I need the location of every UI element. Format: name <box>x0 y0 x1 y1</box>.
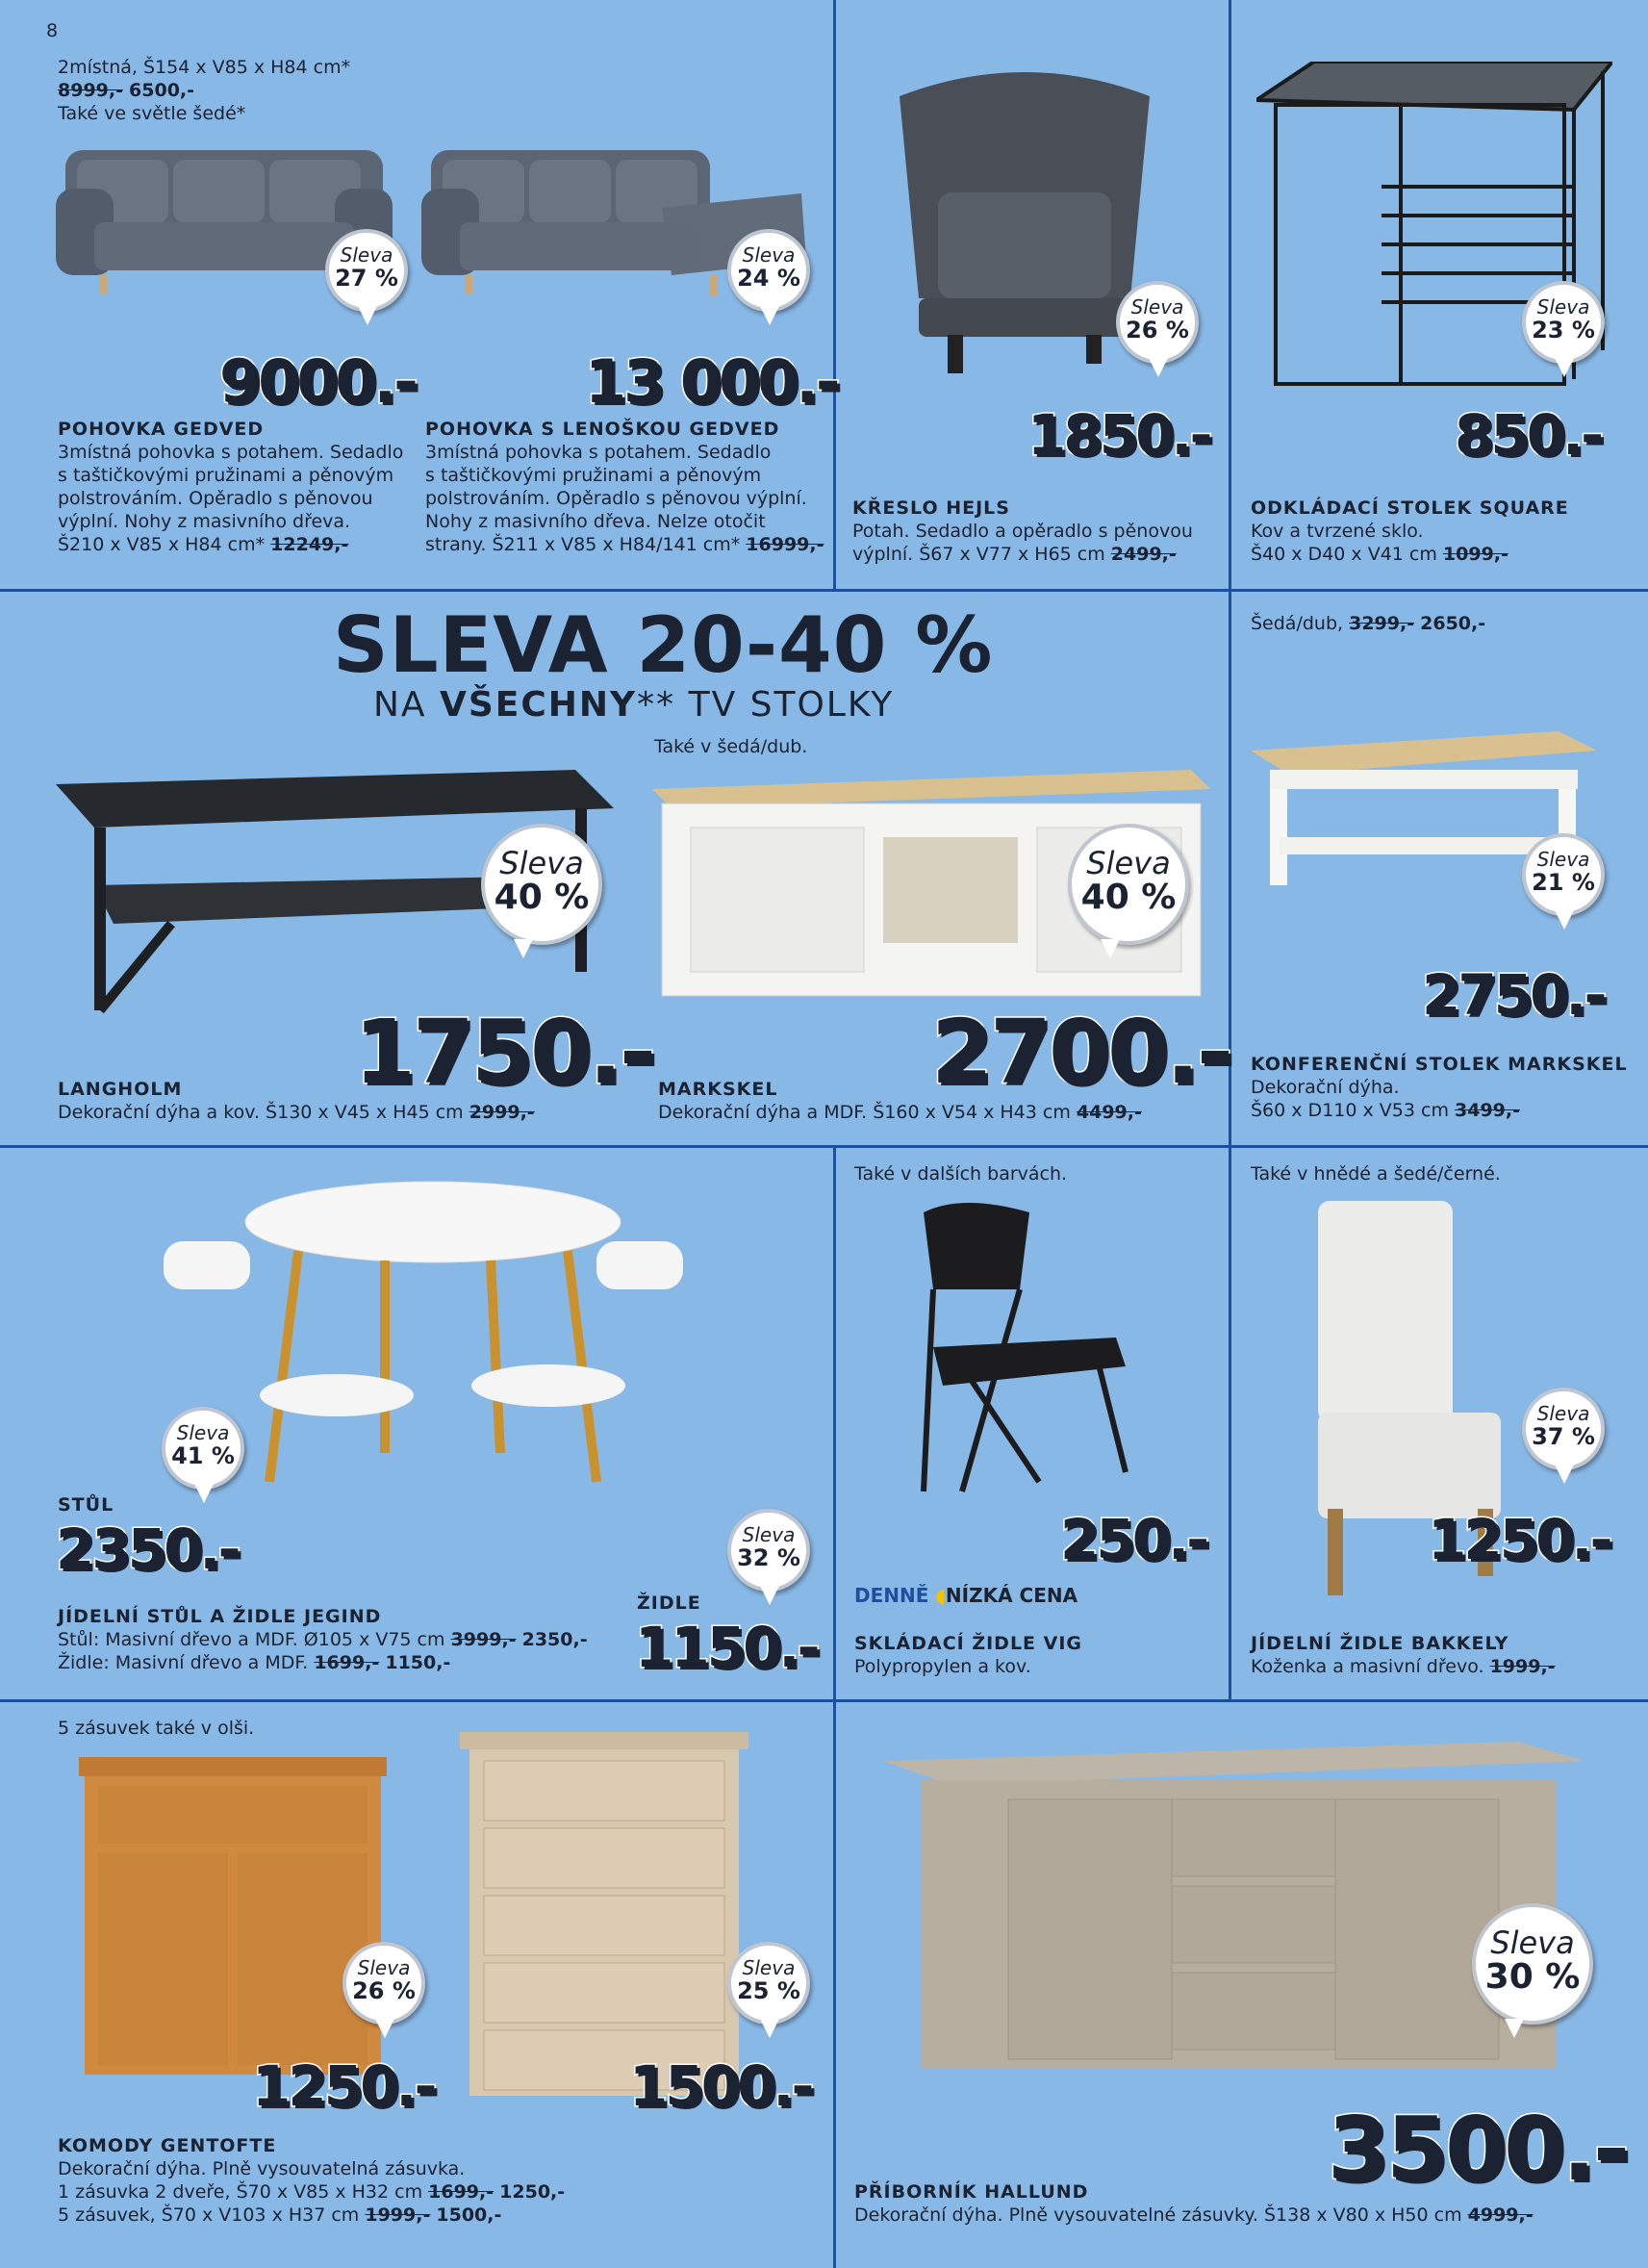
dresser-small-image <box>79 1757 396 2084</box>
old-price: 1699,- <box>428 2181 494 2203</box>
old-price: 16999,- <box>746 534 824 555</box>
markskel-tv-name: MARKSKEL <box>658 1079 778 1100</box>
promo-subhead: NA VŠECHNY** TV STOLKY <box>373 685 895 725</box>
sofa-desc-2: s taštičkovými pružinami a pěnovým <box>58 465 394 486</box>
sofa-dims: Š210 x V85 x H84 cm* 12249,- <box>58 534 349 555</box>
old-price: 3499,- <box>1455 1100 1520 1121</box>
discount-badge: Sleva 30 % <box>1472 1903 1593 2025</box>
corner-sofa-desc-2: s taštičkovými pružinami a pěnovým <box>425 465 762 486</box>
dining-line-1: Stůl: Masivní dřevo a MDF. Ø105 x V75 cm 3999,- 2350,- <box>58 1629 588 1650</box>
dresser-tall-price: 1500.- <box>629 2053 812 2119</box>
old-price: 8999,- <box>58 80 123 101</box>
corner-sofa-desc-4: Nohy z masivního dřeva. Nelze otočit <box>425 511 766 532</box>
sofa-price: 9000.- <box>219 346 416 417</box>
folding-chair-image <box>904 1193 1135 1501</box>
dining-line-2: Židle: Masivní dřevo a MDF. 1699,- 1150,- <box>58 1652 451 1673</box>
discount-badge: Sleva 25 % <box>727 1942 810 2025</box>
page-number: 8 <box>46 20 59 41</box>
discount-badge: Sleva 40 % <box>481 824 602 945</box>
promo-headline: SLEVA 20-40 % <box>333 600 994 690</box>
sofa-variant-color: Také ve světle šedé* <box>58 103 246 124</box>
bakkely-price: 1250.- <box>1428 1507 1610 1572</box>
dresser-small-price: 1250.- <box>252 2053 435 2119</box>
sofa-variant-price <box>58 79 194 102</box>
corner-sofa-desc-3: polstrováním. Opěradlo s pěnovou výplní. <box>425 488 807 509</box>
corner-sofa-price: 13 000.- <box>585 346 838 417</box>
dressers-desc: Dekorační dýha. Plně vysouvatelná zásuvka. <box>58 2158 466 2179</box>
coffee-table-variant: Šedá/dub, 3299,- 2650,- <box>1251 613 1486 634</box>
side-table-name: ODKLÁDACÍ STOLEK SQUARE <box>1251 497 1569 519</box>
old-price: 1999,- <box>1489 1656 1556 1677</box>
table-label: STŮL <box>58 1494 114 1516</box>
discount-badge: Sleva 23 % <box>1522 281 1605 364</box>
discount-badge: Sleva 26 % <box>342 1942 425 2025</box>
bakkely-also: Také v hnědé a šedé/černé. <box>1251 1163 1501 1185</box>
old-price: 1099,- <box>1442 544 1509 565</box>
side-table-dims: Š40 x D40 x V41 cm 1099,- <box>1251 544 1509 565</box>
low-price-logo: DENNĚ ◖NÍZKÁ CENA <box>854 1584 1078 1607</box>
sideboard-dims: Dekorační dýha. Plně vysouvatelné zásuvky. Š138 x V80 x H50 cm 4999,- <box>854 2204 1534 2226</box>
old-price: 2499,- <box>1110 544 1177 565</box>
divider <box>0 589 1648 592</box>
discount-badge: Sleva 32 % <box>727 1509 810 1592</box>
discount-badge: Sleva 27 % <box>325 229 408 312</box>
langholm-price: 1750.- <box>354 1001 654 1104</box>
divider <box>833 0 836 589</box>
coffee-table-desc: Dekorační dýha. <box>1251 1077 1400 1098</box>
sofa-desc-4: výplní. Nohy z masivního dřeva. <box>58 511 351 532</box>
langholm-name: LANGHOLM <box>58 1079 183 1100</box>
sofa-variant-dims: 2místná, Š154 x V85 x H84 cm* <box>58 57 351 78</box>
chair-price: 1150.- <box>635 1615 818 1680</box>
armchair-name: KŘESLO HEJLS <box>852 497 1010 519</box>
dressers-name: KOMODY GENTOFTE <box>58 2135 277 2156</box>
divider <box>833 1145 836 2268</box>
old-price: 12249,- <box>270 534 349 555</box>
dressers-line-1: 1 zásuvka 2 dveře, Š70 x V85 x H32 cm 1699,- 1250,- <box>58 2181 566 2203</box>
corner-sofa-dims: strany. Š211 x V85 x H84/141 cm* 16999,- <box>425 534 824 555</box>
old-price: 3299,- <box>1349 613 1415 634</box>
sofa-desc-3: polstrováním. Opěradlo s pěnovou <box>58 488 373 509</box>
discount-badge: Sleva 21 % <box>1522 833 1605 916</box>
bakkely-name: JÍDELNÍ ŽIDLE BAKKELY <box>1251 1633 1509 1654</box>
old-price: 4999,- <box>1467 2204 1534 2226</box>
old-price: 2999,- <box>469 1102 535 1123</box>
divider <box>0 1145 1648 1148</box>
sideboard-name: PŘÍBORNÍK HALLUND <box>854 2181 1089 2203</box>
discount-badge: Sleva 41 % <box>162 1407 244 1490</box>
sofa-name: POHOVKA GEDVED <box>58 419 265 440</box>
armchair-desc: Potah. Sedadlo a opěradlo s pěnovou <box>852 521 1193 542</box>
new-price: 6500,- <box>129 80 195 101</box>
bakkely-desc: Koženka a masivní dřevo. 1999,- <box>1251 1656 1556 1677</box>
divider <box>1229 0 1231 1699</box>
coffee-table-price: 2750.- <box>1422 962 1605 1028</box>
markskel-tv-price: 2700.- <box>931 1001 1231 1104</box>
folding-chair-also: Také v dalších barvách. <box>854 1163 1068 1185</box>
coffee-table-name: KONFERENČNÍ STOLEK MARKSKEL <box>1251 1054 1628 1075</box>
dresser-tall-image <box>460 1732 748 2098</box>
corner-sofa-name: POHOVKA S LENOŠKOU GEDVED <box>425 419 780 440</box>
side-table-desc: Kov a tvrzené sklo. <box>1251 521 1424 542</box>
folding-chair-price: 250.- <box>1060 1507 1207 1572</box>
armchair-dims: výplní. Š67 x V77 x H65 cm 2499,- <box>852 544 1177 565</box>
discount-badge: Sleva 24 % <box>727 229 810 312</box>
old-price: 1999,- <box>365 2204 431 2226</box>
coffee-table-dims: Š60 x D110 x V53 cm 3499,- <box>1251 1100 1520 1121</box>
markskel-tv-dims: Dekorační dýha a MDF. Š160 x V54 x H43 cm 4499,- <box>658 1102 1142 1123</box>
folding-chair-desc: Polypropylen a kov. <box>854 1656 1031 1677</box>
old-price: 3999,- <box>450 1629 517 1650</box>
promo-also-available: Také v šedá/dub. <box>654 736 808 757</box>
sideboard-price: 3500.- <box>1328 2098 1628 2201</box>
discount-badge: Sleva 37 % <box>1522 1388 1605 1470</box>
dressers-also: 5 zásuvek také v olši. <box>58 1718 255 1739</box>
armchair-price: 1850.- <box>1027 402 1210 468</box>
corner-sofa-desc-1: 3místná pohovka s potahem. Sedadlo <box>425 442 772 463</box>
folding-chair-name: SKLÁDACÍ ŽIDLE VIG <box>854 1633 1083 1654</box>
old-price: 1699,- <box>314 1652 380 1673</box>
discount-badge: Sleva 40 % <box>1068 824 1189 945</box>
table-price: 2350.- <box>56 1516 239 1582</box>
side-table-price: 850.- <box>1455 402 1602 468</box>
divider <box>0 1699 1648 1702</box>
discount-badge: Sleva 26 % <box>1116 281 1199 364</box>
sofa-desc-1: 3místná pohovka s potahem. Sedadlo <box>58 442 404 463</box>
dining-name: JÍDELNÍ STŮL A ŽIDLE JEGIND <box>58 1606 382 1627</box>
sideboard-image <box>883 1742 1585 2088</box>
chair-label: ŽIDLE <box>637 1593 701 1614</box>
old-price: 4499,- <box>1076 1102 1142 1123</box>
dressers-line-2: 5 zásuvek, Š70 x V103 x H37 cm 1999,- 1500,- <box>58 2204 502 2226</box>
langholm-dims: Dekorační dýha a kov. Š130 x V45 x H45 cm 2999,- <box>58 1102 535 1123</box>
